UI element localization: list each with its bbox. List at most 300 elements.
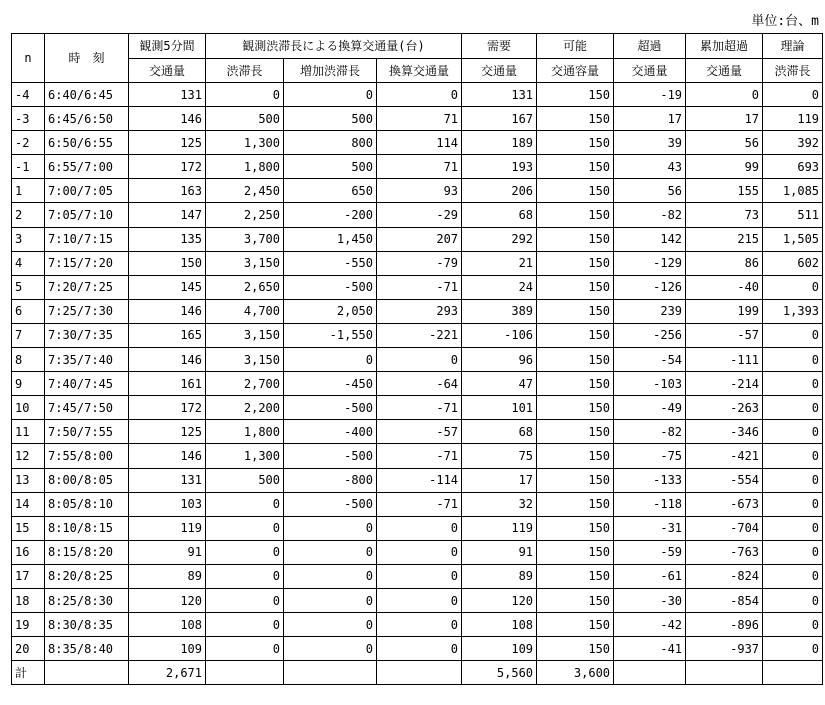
cell-queue-length: 0 bbox=[206, 492, 284, 516]
cell-capacity: 150 bbox=[537, 420, 614, 444]
cell-excess: -42 bbox=[614, 613, 686, 637]
table-row bbox=[12, 396, 823, 420]
cell-capacity: 150 bbox=[537, 516, 614, 540]
cell-theory: 1,085 bbox=[763, 179, 823, 203]
cell-cumulative: -57 bbox=[686, 323, 763, 347]
cell-cumulative: -673 bbox=[686, 492, 763, 516]
cell-excess: -82 bbox=[614, 203, 686, 227]
cell-time: 7:20/7:25 bbox=[45, 275, 129, 299]
cell-capacity: 150 bbox=[537, 588, 614, 612]
cell-theory: 0 bbox=[763, 516, 823, 540]
header-excess-top: 超過 bbox=[614, 34, 686, 59]
total-time-blank bbox=[45, 661, 129, 685]
cell-added-queue: -800 bbox=[284, 468, 377, 492]
total-row bbox=[12, 661, 823, 685]
cell-capacity: 150 bbox=[537, 203, 614, 227]
cell-cumulative: -421 bbox=[686, 444, 763, 468]
table-row bbox=[12, 107, 823, 131]
cell-capacity: 150 bbox=[537, 155, 614, 179]
cell-n: 18 bbox=[12, 588, 45, 612]
cell-cumulative: 0 bbox=[686, 83, 763, 107]
cell-observed: 146 bbox=[129, 107, 206, 131]
cell-added-queue: 0 bbox=[284, 516, 377, 540]
cell-observed: 91 bbox=[129, 540, 206, 564]
cell-n: 7 bbox=[12, 323, 45, 347]
table-row bbox=[12, 348, 823, 372]
cell-converted-volume: -114 bbox=[377, 468, 462, 492]
cell-demand: 109 bbox=[462, 637, 537, 661]
cell-time: 7:30/7:35 bbox=[45, 323, 129, 347]
cell-demand: 17 bbox=[462, 468, 537, 492]
cell-added-queue: -450 bbox=[284, 372, 377, 396]
cell-n: 12 bbox=[12, 444, 45, 468]
cell-excess: -82 bbox=[614, 420, 686, 444]
cell-time: 7:25/7:30 bbox=[45, 299, 129, 323]
cell-theory: 0 bbox=[763, 348, 823, 372]
cell-theory: 0 bbox=[763, 468, 823, 492]
cell-excess: -75 bbox=[614, 444, 686, 468]
cell-cumulative: 99 bbox=[686, 155, 763, 179]
total-blank bbox=[206, 661, 284, 685]
cell-cumulative: -111 bbox=[686, 348, 763, 372]
total-observed: 2,671 bbox=[129, 661, 206, 685]
table-row bbox=[12, 420, 823, 444]
cell-excess: -133 bbox=[614, 468, 686, 492]
cell-theory: 392 bbox=[763, 131, 823, 155]
cell-time: 8:00/8:05 bbox=[45, 468, 129, 492]
cell-n: 6 bbox=[12, 299, 45, 323]
table-row bbox=[12, 275, 823, 299]
cell-queue-length: 0 bbox=[206, 83, 284, 107]
table-row bbox=[12, 564, 823, 588]
cell-converted-volume: 93 bbox=[377, 179, 462, 203]
cell-time: 8:10/8:15 bbox=[45, 516, 129, 540]
cell-observed: 163 bbox=[129, 179, 206, 203]
cell-demand: 167 bbox=[462, 107, 537, 131]
cell-queue-length: 2,700 bbox=[206, 372, 284, 396]
cell-added-queue: 0 bbox=[284, 348, 377, 372]
cell-queue-length: 1,800 bbox=[206, 155, 284, 179]
cell-capacity: 150 bbox=[537, 275, 614, 299]
cell-time: 7:10/7:15 bbox=[45, 227, 129, 251]
header-added-queue: 増加渋滞長 bbox=[284, 59, 377, 83]
cell-theory: 0 bbox=[763, 540, 823, 564]
table-row bbox=[12, 203, 823, 227]
cell-demand: 21 bbox=[462, 251, 537, 275]
header-capacity-top: 可能 bbox=[537, 34, 614, 59]
total-blank bbox=[284, 661, 377, 685]
cell-queue-length: 0 bbox=[206, 637, 284, 661]
cell-observed: 147 bbox=[129, 203, 206, 227]
cell-added-queue: 800 bbox=[284, 131, 377, 155]
cell-observed: 146 bbox=[129, 444, 206, 468]
table-row bbox=[12, 372, 823, 396]
cell-n: 17 bbox=[12, 564, 45, 588]
total-demand: 5,560 bbox=[462, 661, 537, 685]
cell-converted-volume: 0 bbox=[377, 516, 462, 540]
cell-added-queue: 500 bbox=[284, 155, 377, 179]
cell-n: -3 bbox=[12, 107, 45, 131]
total-blank bbox=[686, 661, 763, 685]
cell-theory: 0 bbox=[763, 372, 823, 396]
cell-demand: 24 bbox=[462, 275, 537, 299]
cell-n: 5 bbox=[12, 275, 45, 299]
traffic-table bbox=[11, 33, 823, 685]
cell-observed: 89 bbox=[129, 564, 206, 588]
cell-cumulative: -937 bbox=[686, 637, 763, 661]
table-row bbox=[12, 251, 823, 275]
cell-observed: 103 bbox=[129, 492, 206, 516]
cell-queue-length: 0 bbox=[206, 613, 284, 637]
cell-added-queue: 0 bbox=[284, 564, 377, 588]
cell-observed: 145 bbox=[129, 275, 206, 299]
cell-observed: 120 bbox=[129, 588, 206, 612]
cell-theory: 1,393 bbox=[763, 299, 823, 323]
cell-demand: 89 bbox=[462, 564, 537, 588]
cell-time: 7:00/7:05 bbox=[45, 179, 129, 203]
cell-cumulative: -896 bbox=[686, 613, 763, 637]
header-observed-top: 観測5分間 bbox=[129, 34, 206, 59]
header-group: 観測渋滞長による換算交通量(台) bbox=[206, 34, 462, 59]
cell-time: 8:20/8:25 bbox=[45, 564, 129, 588]
cell-demand: 193 bbox=[462, 155, 537, 179]
cell-observed: 109 bbox=[129, 637, 206, 661]
cell-n: 11 bbox=[12, 420, 45, 444]
cell-demand: 101 bbox=[462, 396, 537, 420]
cell-n: 14 bbox=[12, 492, 45, 516]
table-row bbox=[12, 179, 823, 203]
table-row bbox=[12, 613, 823, 637]
cell-observed: 165 bbox=[129, 323, 206, 347]
cell-excess: 43 bbox=[614, 155, 686, 179]
cell-theory: 0 bbox=[763, 492, 823, 516]
cell-added-queue: -500 bbox=[284, 444, 377, 468]
cell-queue-length: 3,700 bbox=[206, 227, 284, 251]
cell-cumulative: 155 bbox=[686, 179, 763, 203]
cell-added-queue: 0 bbox=[284, 588, 377, 612]
cell-added-queue: 650 bbox=[284, 179, 377, 203]
cell-time: 7:15/7:20 bbox=[45, 251, 129, 275]
table-row bbox=[12, 468, 823, 492]
table-row bbox=[12, 588, 823, 612]
cell-time: 8:35/8:40 bbox=[45, 637, 129, 661]
cell-n: 3 bbox=[12, 227, 45, 251]
cell-queue-length: 2,250 bbox=[206, 203, 284, 227]
cell-cumulative: 17 bbox=[686, 107, 763, 131]
cell-converted-volume: 71 bbox=[377, 155, 462, 179]
cell-n: 20 bbox=[12, 637, 45, 661]
cell-converted-volume: -71 bbox=[377, 444, 462, 468]
cell-observed: 125 bbox=[129, 131, 206, 155]
table-row bbox=[12, 83, 823, 107]
cell-time: 8:05/8:10 bbox=[45, 492, 129, 516]
cell-added-queue: 1,450 bbox=[284, 227, 377, 251]
cell-converted-volume: -64 bbox=[377, 372, 462, 396]
cell-queue-length: 0 bbox=[206, 588, 284, 612]
table-row bbox=[12, 540, 823, 564]
cell-capacity: 150 bbox=[537, 131, 614, 155]
cell-added-queue: -500 bbox=[284, 396, 377, 420]
cell-demand: 206 bbox=[462, 179, 537, 203]
cell-observed: 161 bbox=[129, 372, 206, 396]
cell-time: 8:30/8:35 bbox=[45, 613, 129, 637]
cell-added-queue: 500 bbox=[284, 107, 377, 131]
cell-time: 7:05/7:10 bbox=[45, 203, 129, 227]
cell-capacity: 150 bbox=[537, 613, 614, 637]
header-observed-bottom: 交通量 bbox=[129, 59, 206, 83]
cell-capacity: 150 bbox=[537, 227, 614, 251]
cell-queue-length: 0 bbox=[206, 516, 284, 540]
cell-observed: 131 bbox=[129, 83, 206, 107]
header-demand-top: 需要 bbox=[462, 34, 537, 59]
cell-time: 7:45/7:50 bbox=[45, 396, 129, 420]
cell-added-queue: -550 bbox=[284, 251, 377, 275]
cell-cumulative: -346 bbox=[686, 420, 763, 444]
cell-capacity: 150 bbox=[537, 564, 614, 588]
cell-added-queue: 2,050 bbox=[284, 299, 377, 323]
cell-theory: 0 bbox=[763, 637, 823, 661]
cell-time: 7:35/7:40 bbox=[45, 348, 129, 372]
cell-excess: -41 bbox=[614, 637, 686, 661]
header-excess-bottom: 交通量 bbox=[614, 59, 686, 83]
cell-added-queue: -400 bbox=[284, 420, 377, 444]
cell-converted-volume: -79 bbox=[377, 251, 462, 275]
table-row bbox=[12, 323, 823, 347]
cell-observed: 125 bbox=[129, 420, 206, 444]
cell-n: 4 bbox=[12, 251, 45, 275]
cell-observed: 172 bbox=[129, 155, 206, 179]
cell-converted-volume: 0 bbox=[377, 564, 462, 588]
cell-excess: -129 bbox=[614, 251, 686, 275]
cell-added-queue: -200 bbox=[284, 203, 377, 227]
cell-queue-length: 500 bbox=[206, 107, 284, 131]
cell-queue-length: 500 bbox=[206, 468, 284, 492]
cell-demand: 119 bbox=[462, 516, 537, 540]
cell-converted-volume: 0 bbox=[377, 588, 462, 612]
cell-excess: 239 bbox=[614, 299, 686, 323]
cell-demand: 68 bbox=[462, 420, 537, 444]
cell-theory: 119 bbox=[763, 107, 823, 131]
cell-excess: 39 bbox=[614, 131, 686, 155]
cell-capacity: 150 bbox=[537, 637, 614, 661]
cell-theory: 0 bbox=[763, 323, 823, 347]
header-theory-bottom: 渋滞長 bbox=[763, 59, 823, 83]
unit-label: 単位:台、m bbox=[751, 14, 819, 29]
cell-queue-length: 1,300 bbox=[206, 131, 284, 155]
cell-capacity: 150 bbox=[537, 83, 614, 107]
cell-capacity: 150 bbox=[537, 540, 614, 564]
cell-excess: -59 bbox=[614, 540, 686, 564]
cell-excess: -19 bbox=[614, 83, 686, 107]
cell-demand: 47 bbox=[462, 372, 537, 396]
cell-queue-length: 1,300 bbox=[206, 444, 284, 468]
table-row bbox=[12, 155, 823, 179]
cell-capacity: 150 bbox=[537, 107, 614, 131]
cell-demand: 32 bbox=[462, 492, 537, 516]
cell-cumulative: -40 bbox=[686, 275, 763, 299]
cell-added-queue: 0 bbox=[284, 540, 377, 564]
total-capacity: 3,600 bbox=[537, 661, 614, 685]
cell-observed: 146 bbox=[129, 299, 206, 323]
cell-excess: 56 bbox=[614, 179, 686, 203]
cell-excess: -54 bbox=[614, 348, 686, 372]
cell-converted-volume: 71 bbox=[377, 107, 462, 131]
cell-queue-length: 2,200 bbox=[206, 396, 284, 420]
table-row bbox=[12, 227, 823, 251]
header-converted-volume: 換算交通量 bbox=[377, 59, 462, 83]
cell-cumulative: 199 bbox=[686, 299, 763, 323]
cell-capacity: 150 bbox=[537, 372, 614, 396]
cell-added-queue: -500 bbox=[284, 275, 377, 299]
cell-theory: 693 bbox=[763, 155, 823, 179]
cell-time: 8:15/8:20 bbox=[45, 540, 129, 564]
cell-cumulative: 56 bbox=[686, 131, 763, 155]
cell-capacity: 150 bbox=[537, 396, 614, 420]
table-row bbox=[12, 131, 823, 155]
cell-capacity: 150 bbox=[537, 492, 614, 516]
header-cumulative-top: 累加超過 bbox=[686, 34, 763, 59]
cell-theory: 0 bbox=[763, 444, 823, 468]
cell-cumulative: 86 bbox=[686, 251, 763, 275]
cell-excess: -126 bbox=[614, 275, 686, 299]
cell-time: 6:50/6:55 bbox=[45, 131, 129, 155]
cell-demand: 108 bbox=[462, 613, 537, 637]
cell-cumulative: 215 bbox=[686, 227, 763, 251]
cell-capacity: 150 bbox=[537, 468, 614, 492]
cell-converted-volume: 0 bbox=[377, 637, 462, 661]
header-theory-top: 理論 bbox=[763, 34, 823, 59]
cell-capacity: 150 bbox=[537, 251, 614, 275]
cell-theory: 1,505 bbox=[763, 227, 823, 251]
cell-converted-volume: 0 bbox=[377, 83, 462, 107]
cell-cumulative: -854 bbox=[686, 588, 763, 612]
cell-n: -2 bbox=[12, 131, 45, 155]
cell-observed: 172 bbox=[129, 396, 206, 420]
table-row bbox=[12, 637, 823, 661]
cell-demand: 75 bbox=[462, 444, 537, 468]
cell-excess: -49 bbox=[614, 396, 686, 420]
cell-capacity: 150 bbox=[537, 299, 614, 323]
cell-n: 9 bbox=[12, 372, 45, 396]
cell-queue-length: 0 bbox=[206, 540, 284, 564]
cell-queue-length: 2,450 bbox=[206, 179, 284, 203]
header-queue-length: 渋滞長 bbox=[206, 59, 284, 83]
cell-n: 1 bbox=[12, 179, 45, 203]
cell-converted-volume: 293 bbox=[377, 299, 462, 323]
cell-time: 8:25/8:30 bbox=[45, 588, 129, 612]
cell-added-queue: -1,550 bbox=[284, 323, 377, 347]
cell-theory: 0 bbox=[763, 564, 823, 588]
cell-observed: 119 bbox=[129, 516, 206, 540]
cell-excess: -256 bbox=[614, 323, 686, 347]
cell-observed: 150 bbox=[129, 251, 206, 275]
cell-queue-length: 3,150 bbox=[206, 251, 284, 275]
cell-cumulative: -554 bbox=[686, 468, 763, 492]
table-row bbox=[12, 492, 823, 516]
cell-demand: 389 bbox=[462, 299, 537, 323]
cell-n: 13 bbox=[12, 468, 45, 492]
cell-queue-length: 3,150 bbox=[206, 323, 284, 347]
cell-n: 2 bbox=[12, 203, 45, 227]
cell-converted-volume: 207 bbox=[377, 227, 462, 251]
cell-theory: 0 bbox=[763, 613, 823, 637]
cell-converted-volume: 0 bbox=[377, 540, 462, 564]
cell-converted-volume: -71 bbox=[377, 275, 462, 299]
cell-observed: 146 bbox=[129, 348, 206, 372]
cell-added-queue: 0 bbox=[284, 613, 377, 637]
cell-demand: 120 bbox=[462, 588, 537, 612]
table-row bbox=[12, 444, 823, 468]
cell-demand: 131 bbox=[462, 83, 537, 107]
cell-converted-volume: -221 bbox=[377, 323, 462, 347]
cell-cumulative: -704 bbox=[686, 516, 763, 540]
header-time: 時 刻 bbox=[45, 34, 129, 83]
cell-demand: 96 bbox=[462, 348, 537, 372]
cell-demand: 91 bbox=[462, 540, 537, 564]
total-blank bbox=[763, 661, 823, 685]
table-row bbox=[12, 516, 823, 540]
total-label: 計 bbox=[12, 661, 45, 685]
total-blank bbox=[377, 661, 462, 685]
cell-converted-volume: 114 bbox=[377, 131, 462, 155]
cell-time: 6:55/7:00 bbox=[45, 155, 129, 179]
cell-queue-length: 4,700 bbox=[206, 299, 284, 323]
cell-theory: 0 bbox=[763, 396, 823, 420]
cell-capacity: 150 bbox=[537, 348, 614, 372]
cell-excess: -61 bbox=[614, 564, 686, 588]
cell-excess: -103 bbox=[614, 372, 686, 396]
cell-demand: 189 bbox=[462, 131, 537, 155]
cell-time: 7:40/7:45 bbox=[45, 372, 129, 396]
cell-theory: 0 bbox=[763, 275, 823, 299]
cell-n: 10 bbox=[12, 396, 45, 420]
cell-excess: -118 bbox=[614, 492, 686, 516]
cell-capacity: 150 bbox=[537, 323, 614, 347]
cell-n: -1 bbox=[12, 155, 45, 179]
cell-time: 6:40/6:45 bbox=[45, 83, 129, 107]
cell-converted-volume: 0 bbox=[377, 348, 462, 372]
cell-cumulative: -763 bbox=[686, 540, 763, 564]
cell-demand: -106 bbox=[462, 323, 537, 347]
header-cumulative-bottom: 交通量 bbox=[686, 59, 763, 83]
cell-excess: 142 bbox=[614, 227, 686, 251]
cell-queue-length: 0 bbox=[206, 564, 284, 588]
cell-observed: 108 bbox=[129, 613, 206, 637]
cell-converted-volume: -57 bbox=[377, 420, 462, 444]
cell-converted-volume: -71 bbox=[377, 492, 462, 516]
cell-theory: 511 bbox=[763, 203, 823, 227]
cell-converted-volume: 0 bbox=[377, 613, 462, 637]
header-capacity-bottom: 交通容量 bbox=[537, 59, 614, 83]
cell-capacity: 150 bbox=[537, 179, 614, 203]
cell-observed: 131 bbox=[129, 468, 206, 492]
cell-queue-length: 2,650 bbox=[206, 275, 284, 299]
cell-added-queue: -500 bbox=[284, 492, 377, 516]
cell-demand: 68 bbox=[462, 203, 537, 227]
cell-added-queue: 0 bbox=[284, 83, 377, 107]
cell-theory: 0 bbox=[763, 588, 823, 612]
cell-queue-length: 3,150 bbox=[206, 348, 284, 372]
total-blank bbox=[614, 661, 686, 685]
cell-time: 6:45/6:50 bbox=[45, 107, 129, 131]
cell-excess: -30 bbox=[614, 588, 686, 612]
cell-n: 19 bbox=[12, 613, 45, 637]
cell-time: 7:55/8:00 bbox=[45, 444, 129, 468]
cell-added-queue: 0 bbox=[284, 637, 377, 661]
table-row bbox=[12, 299, 823, 323]
cell-theory: 602 bbox=[763, 251, 823, 275]
cell-cumulative: -263 bbox=[686, 396, 763, 420]
